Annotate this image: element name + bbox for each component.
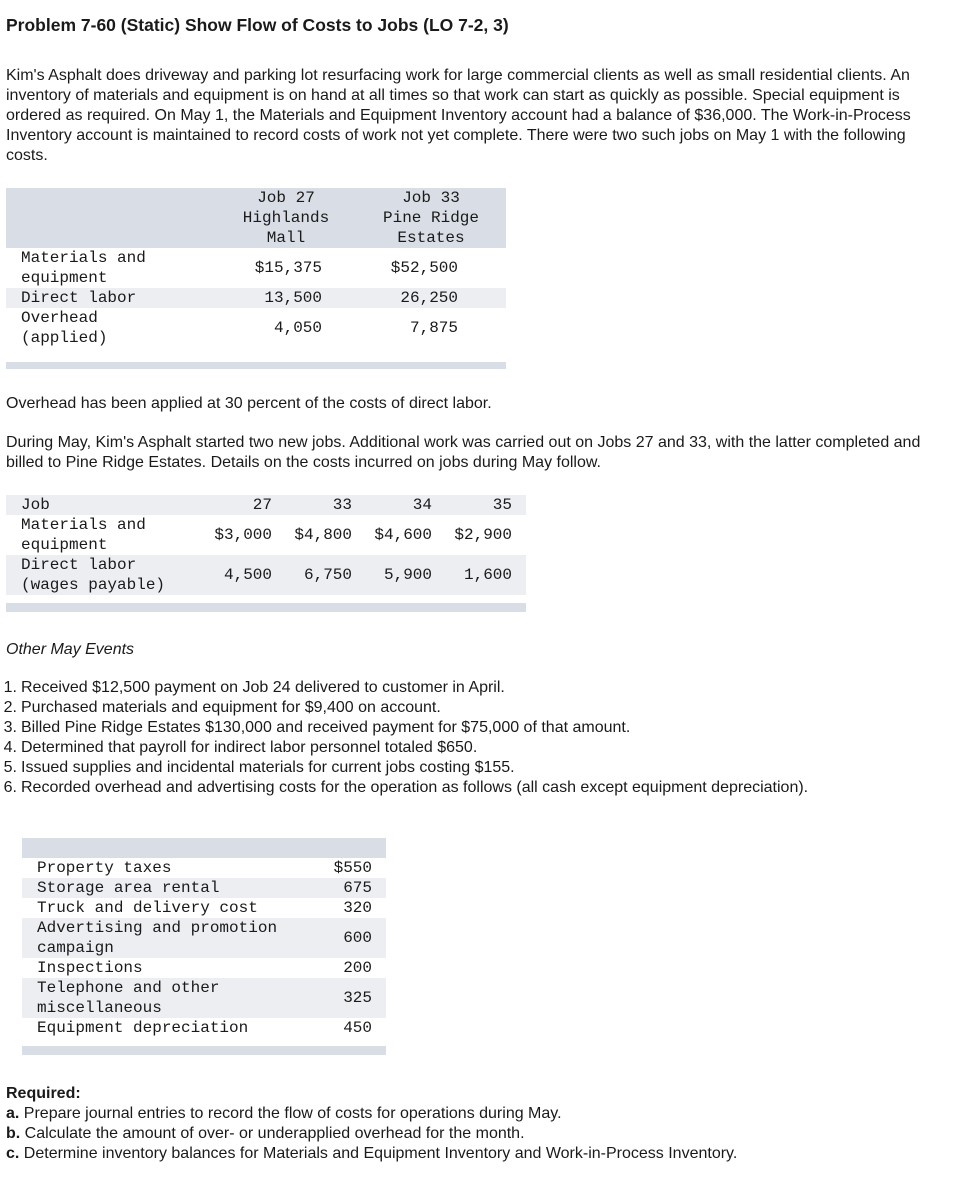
cell-value: 450 [343,1019,372,1037]
table-footer-bar [6,362,506,369]
table-row [22,858,386,878]
cell-value: 7,875 [409,319,458,337]
table-footer-bar [6,603,526,612]
list-item: c. Determine inventory balances for Materials and Equipment Inventory and Work-in-Process Inventory. [6,1145,738,1162]
table-row [6,515,526,555]
table-row [6,555,526,595]
list-item: b. Calculate the amount of over- or underapplied overhead for the month. [6,1125,525,1142]
table-header-row [6,188,506,248]
table-row [6,248,506,288]
required-section [6,1084,737,1164]
list-item: 4. Determined that payroll for indirect labor personnel totaled $650. [3,739,478,756]
list-item: 1. Received $12,500 payment on Job 24 delivered to customer in April. [3,679,505,696]
row-label: Advertising and promotion campaign [37,919,278,957]
table-row [22,1018,386,1038]
may-costs-table [6,495,526,612]
list-item: 6. Recorded overhead and advertising costs for the operation as follows (all cash except equipment depreciation). [3,779,809,796]
cell-value: 600 [343,929,372,947]
table-header-row [6,495,526,515]
overhead-costs-table [22,838,386,1055]
cell-value: 320 [343,899,372,917]
table-row [22,978,386,1018]
table-row [6,308,506,348]
table-row [22,958,386,978]
problem-title: Problem 7-60 (Static) Show Flow of Costs to Jobs (LO 7-2, 3) [6,15,509,35]
cell-value: $2,900 [454,526,512,544]
table-row [6,288,506,308]
cell-value: 13,500 [264,289,322,307]
row-label: Direct labor (wages payable) [21,556,166,594]
job-33-header: Job 33 Pine Ridge Estates [382,189,479,247]
job-34-header: 34 [412,496,432,514]
job-33-header: 33 [332,496,352,514]
list-item: 2. Purchased materials and equipment for $9,400 on account. [3,699,441,716]
events-list [0,678,808,798]
cell-value: 6,750 [303,566,352,584]
row-label: Equipment depreciation [37,1019,249,1037]
list-item: a. Prepare journal entries to record the flow of costs for operations during May. [6,1105,562,1122]
cell-value: 675 [343,879,372,897]
cell-value: $52,500 [390,259,458,277]
cell-value: 4,500 [223,566,272,584]
table-row [22,878,386,898]
list-item: 5. Issued supplies and incidental materials for current jobs costing $155. [3,759,515,776]
may-note: During May, Kim's Asphalt started two new jobs. Additional work was carried out on Jobs 27 and 33, with the latter completed and billed to Pine Ridge Estates. Details on the costs incurred on jobs during May follow. [6,434,921,471]
row-label: Materials and equipment [21,249,146,287]
beginning-wip-table [6,188,506,369]
job-27-header: 27 [252,496,272,514]
table-row [22,898,386,918]
row-label: Direct labor [21,289,137,307]
table-footer-bar [22,1046,386,1055]
cell-value: 325 [343,989,372,1007]
row-label: Property taxes [37,859,172,877]
cell-value: $3,000 [214,526,272,544]
cell-value: $550 [333,859,372,877]
cell-value: 1,600 [463,566,512,584]
row-label: Truck and delivery cost [37,899,258,917]
row-label: Inspections [37,959,143,977]
row-label: Storage area rental [37,879,220,897]
required-heading: Required: [6,1085,81,1102]
cell-value: 200 [343,959,372,977]
job-35-header: 35 [492,496,512,514]
table-row [22,918,386,958]
other-events-heading: Other May Events [6,641,135,658]
list-item: 3. Billed Pine Ridge Estates $130,000 and received payment for $75,000 of that amount. [3,719,631,736]
row-label: Telephone and other miscellaneous [37,979,220,1017]
cell-value: 26,250 [400,289,458,307]
intro-paragraph: Kim's Asphalt does driveway and parking lot resurfacing work for large commercial clients as well as small residential clients. An inventory of materials and equipment is on hand at all times so that work can start as quickly as possible. Special equipment is ordered as required. On May 1, the Materials and Equipment Inventory account had a balance of $36,000. The Work-in-Process Inventory account is maintained to record costs of work not yet complete. There were two such jobs on May 1 with the following costs. [6,67,911,164]
row-label: Materials and equipment [21,516,146,554]
cell-value: $4,600 [374,526,432,544]
table-header-row [22,838,386,858]
job-27-header: Job 27 Highlands Mall [242,189,330,247]
cell-value: $15,375 [254,259,322,277]
cell-value: $4,800 [294,526,352,544]
row-label: Overhead (applied) [21,309,108,347]
job-header-label: Job [21,496,50,514]
overhead-note: Overhead has been applied at 30 percent of the costs of direct labor. [6,395,492,412]
cell-value: 5,900 [383,566,432,584]
cell-value: 4,050 [273,319,322,337]
